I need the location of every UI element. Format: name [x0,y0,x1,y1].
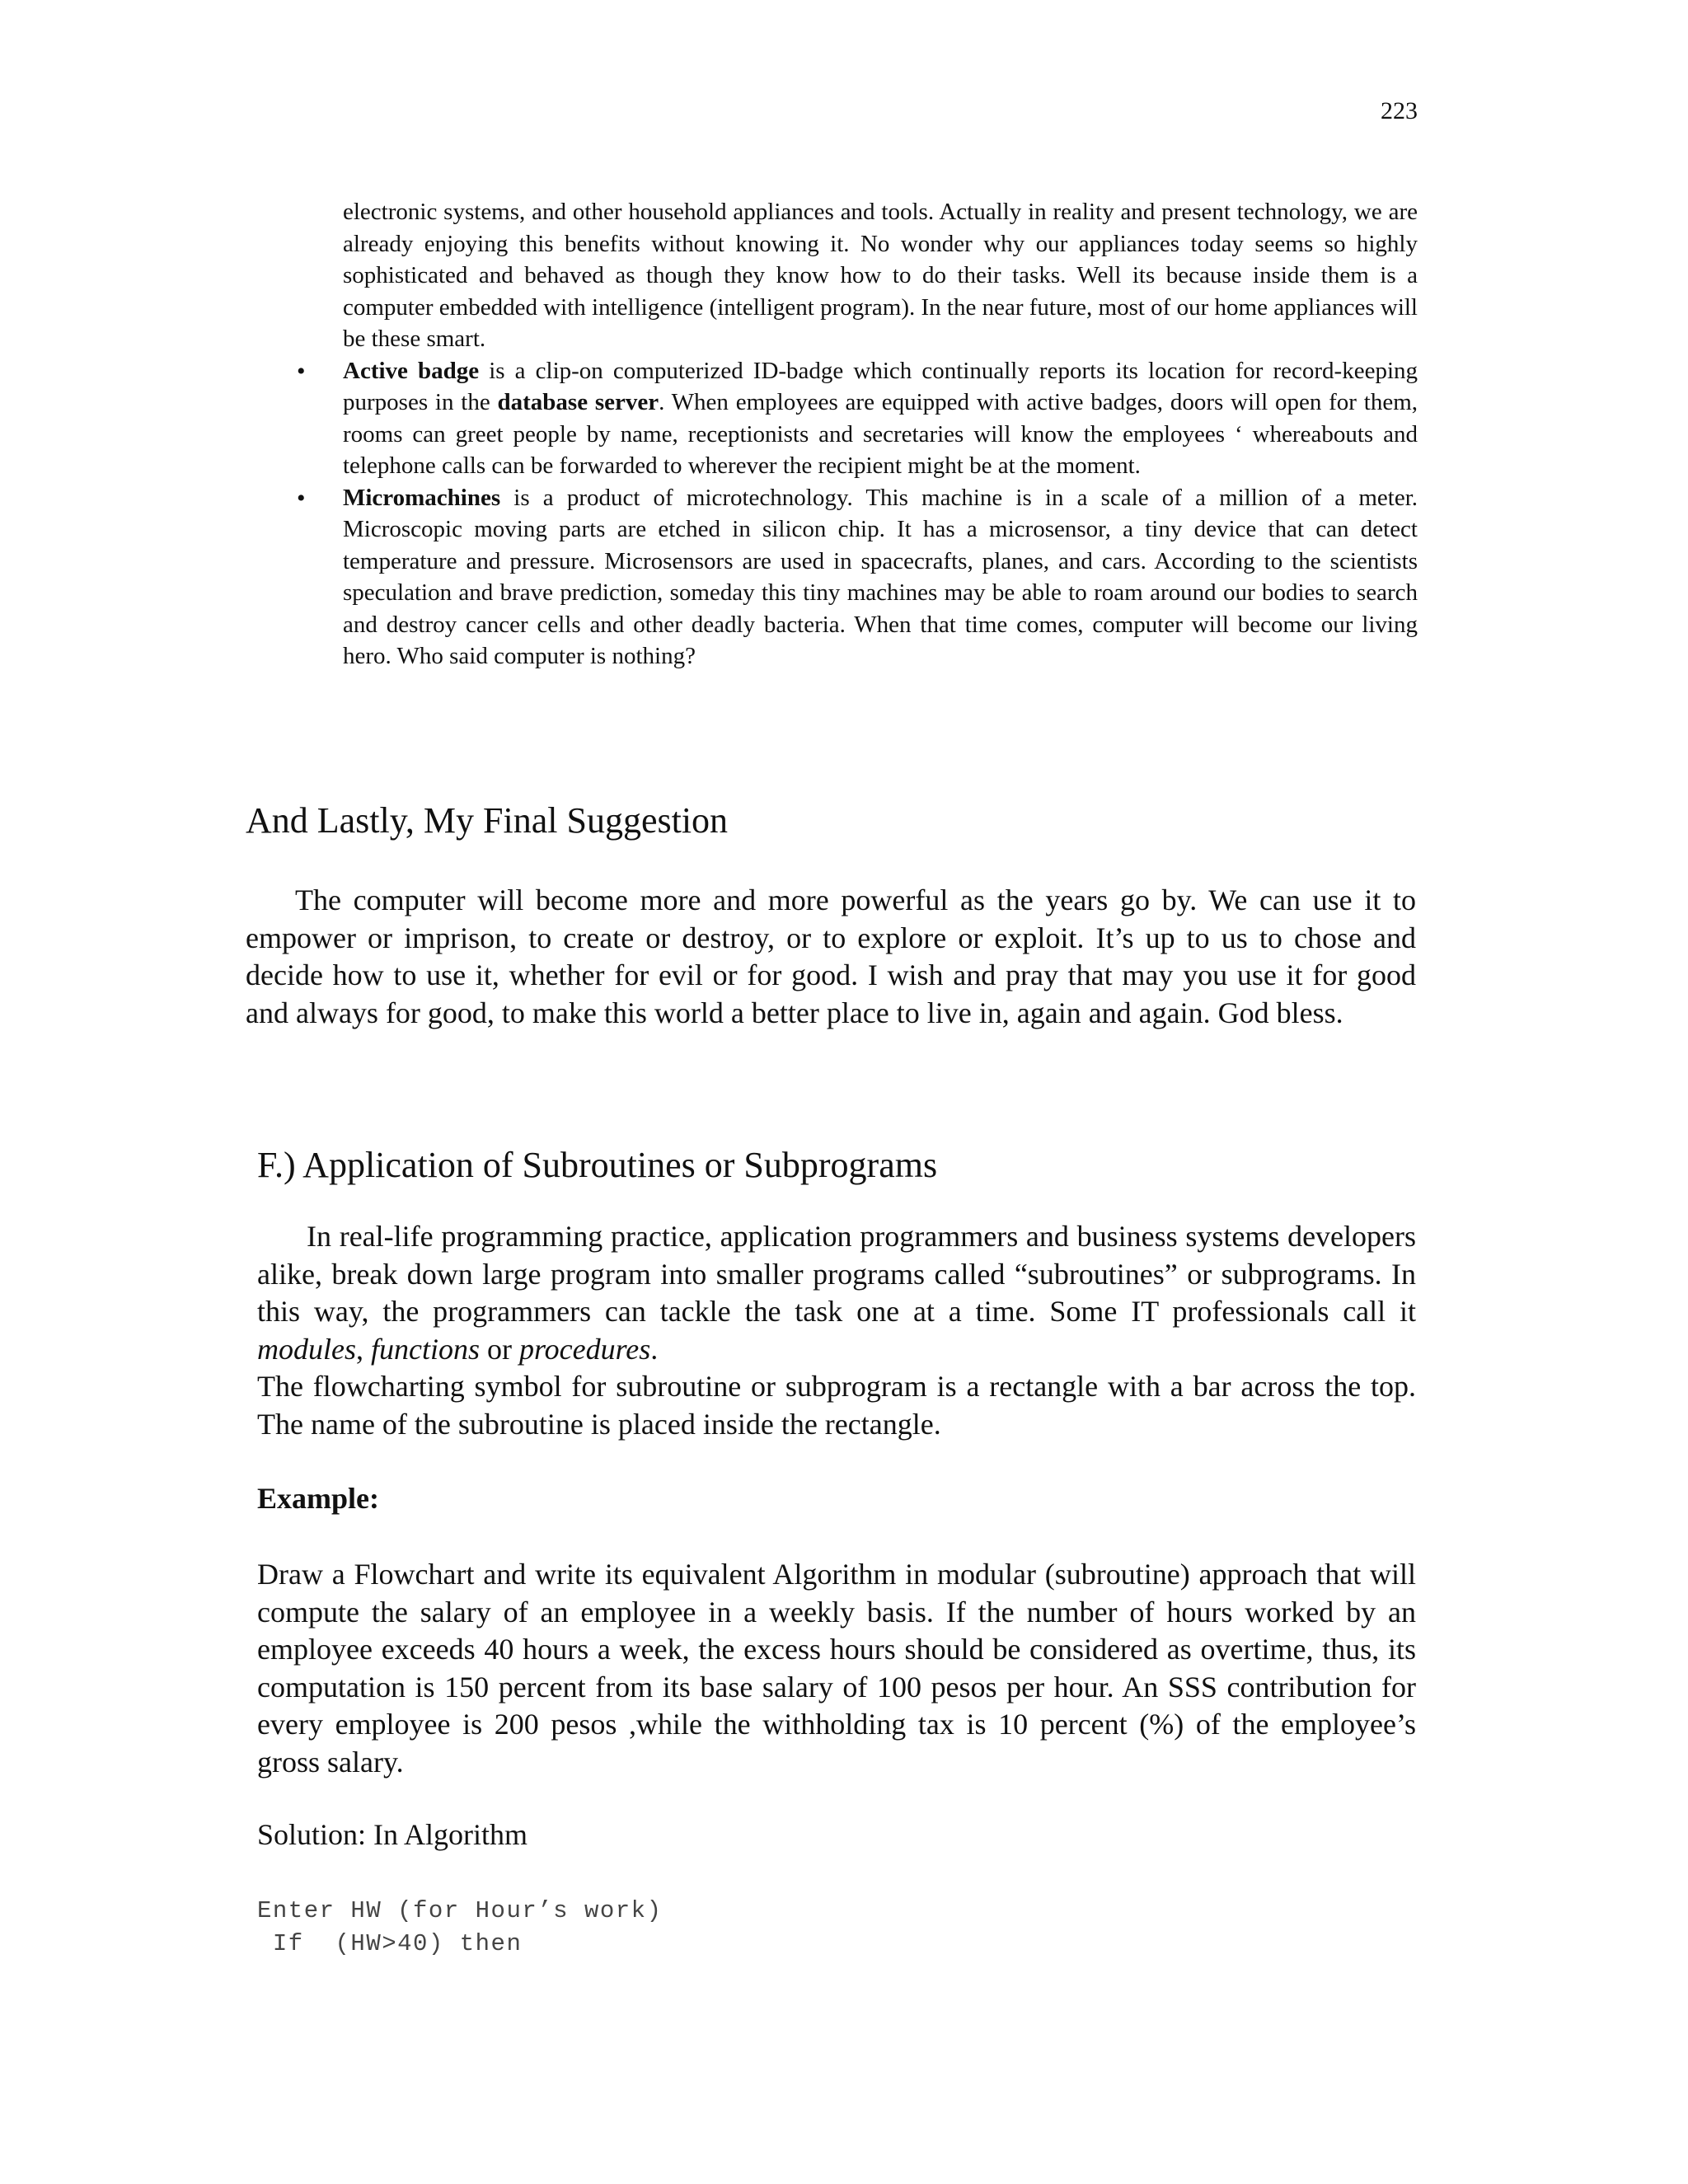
list-item-text [343,355,1418,482]
list-item-active-badge [297,355,1418,482]
term-bold: Active badge [343,357,480,384]
example-paragraph: Draw a Flowchart and write its equivalent Algorithm in modular (subroutine) approach that will compute the salary of an employee in a weekly basis. If the number of hours worked by an employee exceeds 40 hours a week, the excess hours should be considered as overtime, thus, its computation is 150 percent from its base salary of 100 pesos per hour. An SSS contribution for every employee is 200 pesos ,while the withholding tax is 10 percent (%) of the employee’s gross salary. [257,1558,1416,1779]
section-heading-f: F.) Application of Subroutines or Subprograms [257,1145,938,1185]
list-item-micromachines [297,482,1418,673]
bullet-list [297,196,1418,673]
term-bold: Micromachines [343,484,501,511]
text-segment: . [650,1332,659,1366]
text-segment: is a product of microtechnology. This machine is in a scale of a million of a meter. Microscopic moving parts are etched in silicon chip. It has a microsensor, a tiny device that can detect temperature and pressure. Microsensors are used in spacecrafts, planes, and cars. According to the scientists speculation and brave prediction, someday this tiny machines may be able to roam around our bodies to search and destroy cancer cells and other deadly bacteria. When that time comes, computer will become our living hero. Who said computer is nothing? [343,484,1418,669]
list-item-text [343,482,1418,673]
page-number: 223 [1381,97,1418,124]
example-label: Example: [257,1482,379,1515]
section-heading-final: And Lastly, My Final Suggestion [246,800,729,841]
text-segment: . When employees are equipped with active badges, doors will open for them, rooms can greet people by name, receptionists and secretaries will know the employees ‘ whereabouts and telephone calls can be forwarded to wherever the recipient might be at the moment. [343,389,1418,479]
term-italic: functions [371,1332,480,1366]
final-paragraph: The computer will become more and more powerful as the years go by. We can use it to empower or imprison, to create or destroy, or to explore or exploit. It’s up to us to chose and decide how to use it, whether for evil or for good. I wish and pray that may you use it for good and always for good, to make this world a better place to live in, again and again. God bless. [246,883,1416,1029]
term-italic: modules [257,1332,356,1366]
code-line: Enter HW (for Hour’s work) [257,1897,663,1924]
bullet-icon: • [297,357,306,385]
solution-label: Solution: In Algorithm [257,1818,528,1851]
intro-paragraph [257,1218,1416,1368]
code-line: If (HW>40) then [257,1930,523,1957]
text-segment: is a clip-on computerized ID-badge which continually reports its location for record-keeping purposes in the [343,357,1418,415]
text-segment: , [356,1332,371,1366]
continuation-paragraph: electronic systems, and other household appliances and tools. Actually in reality and present technology, we are already enjoying this benefits without knowing it. No wonder why our appliances today seems so highly sophisticated and behaved as though they know how to do their tasks. Well its because inside them is a computer embedded with intelligence (intelligent program). In the near future, most of our home appliances will be these smart. [343,199,1418,352]
text-segment: In real-life programming practice, application programmers and business systems developers alike, break down large program into smaller programs called “subroutines” or subprograms. In this way, the programmers can tackle the task one at a time. Some IT professionals call it [257,1220,1416,1328]
symbol-paragraph: The flowcharting symbol for subroutine or subprogram is a rectangle with a bar across the top. The name of the subroutine is placed inside the rectangle. [257,1370,1416,1441]
term-italic: procedures [519,1332,651,1366]
text-segment: or [480,1332,519,1366]
bullet-icon: • [297,484,306,512]
term-bold: database server [497,389,659,415]
